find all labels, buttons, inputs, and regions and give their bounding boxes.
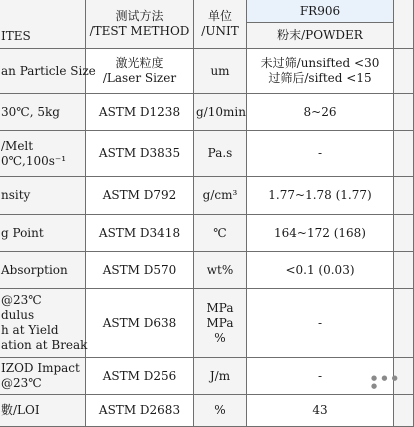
value-text: - [317, 146, 323, 160]
property-text: h at Yield [1, 323, 59, 337]
value-text: 8~26 [303, 104, 337, 119]
unit-text: g/10min [196, 104, 246, 119]
method-text: /Laser Sizer [102, 71, 177, 85]
table-row [0, 358, 414, 395]
value-text: 过筛后/sifted <15 [268, 71, 372, 85]
unit-cell [194, 358, 247, 395]
method-cell [86, 395, 194, 427]
header-unit [194, 0, 247, 49]
unit-text: ℃ [213, 225, 227, 240]
unit-text: Pa.s [207, 146, 233, 160]
value-text: - [317, 368, 323, 383]
unit-text: % [214, 330, 226, 345]
property-cell [0, 215, 86, 252]
unit-cell [194, 252, 247, 289]
header-unit-en: /UNIT [201, 24, 239, 38]
method-text: ASTM D792 [102, 188, 177, 202]
method-text: ASTM D2683 [98, 403, 181, 417]
property-text: ation at Break [1, 338, 88, 352]
watermark-dots: ● ● ● ● [371, 374, 399, 390]
value-text: - [317, 315, 323, 330]
value-cell [247, 131, 394, 177]
property-cell [0, 94, 86, 131]
next-product-cell [394, 94, 414, 131]
next-product-cell [394, 215, 414, 252]
table-row [0, 252, 414, 289]
next-product-cell [394, 395, 414, 427]
header-properties: ITES [0, 0, 86, 49]
unit-text: um [210, 63, 230, 78]
method-cell [86, 289, 194, 358]
method-text: ASTM D570 [102, 262, 177, 277]
property-text: 0℃,100s⁻¹ [1, 153, 67, 168]
value-text: 1.77~1.78 (1.77) [268, 188, 372, 202]
method-cell [86, 252, 194, 289]
property-cell [0, 131, 86, 177]
property-text: dulus [1, 308, 35, 322]
unit-cell [194, 49, 247, 94]
property-cell [0, 395, 86, 427]
property-text: /Melt [1, 138, 34, 153]
method-cell [86, 215, 194, 252]
header-product-form: 粉末/POWDER [247, 23, 394, 49]
property-cell [0, 358, 86, 395]
value-cell [247, 289, 394, 358]
header-unit-cn: 单位 [207, 9, 232, 23]
method-cell [86, 358, 194, 395]
header-next-product [394, 0, 414, 49]
table-row [0, 395, 414, 427]
method-text: ASTM D256 [102, 368, 177, 383]
unit-cell [194, 94, 247, 131]
next-product-cell [394, 49, 414, 94]
table-row [0, 49, 414, 94]
unit-cell [194, 131, 247, 177]
value-cell [247, 252, 394, 289]
unit-text: J/m [209, 368, 231, 383]
value-cell [247, 94, 394, 131]
method-cell [86, 131, 194, 177]
unit-text: wt% [206, 262, 234, 277]
property-text: nsity [1, 188, 31, 202]
value-cell [247, 177, 394, 215]
header-method-en: /TEST METHOD [89, 24, 190, 38]
method-cell [86, 94, 194, 131]
method-text: ASTM D1238 [98, 104, 181, 119]
next-product-cell [394, 177, 414, 215]
value-text: 43 [312, 403, 328, 417]
unit-text: g/cm³ [202, 188, 238, 202]
table-row [0, 94, 414, 131]
property-cell [0, 252, 86, 289]
table-row [0, 177, 414, 215]
property-text: 30℃, 5kg [1, 104, 60, 119]
value-text: 164~172 (168) [274, 225, 366, 240]
unit-cell [194, 177, 247, 215]
next-product-cell [394, 252, 414, 289]
unit-cell [194, 395, 247, 427]
unit-text: MPa [206, 300, 234, 315]
property-cell [0, 289, 86, 358]
value-cell [247, 215, 394, 252]
unit-cell [194, 289, 247, 358]
header-test-method [86, 0, 194, 49]
unit-text: % [214, 403, 226, 417]
property-text: @23℃ [1, 376, 42, 390]
property-text: IZOD Impact [1, 361, 80, 375]
method-text: ASTM D3418 [98, 225, 181, 240]
header-product: FR906 [247, 0, 394, 23]
header-row-top [0, 0, 414, 23]
property-text: @23℃ [1, 293, 42, 307]
property-text: 數/LOI [1, 403, 40, 417]
value-cell [247, 49, 394, 94]
property-text: g Point [1, 225, 44, 240]
method-cell [86, 49, 194, 94]
header-method-cn: 测试方法 [115, 9, 164, 23]
table-row [0, 215, 414, 252]
method-text: 激光粒度 [115, 56, 164, 70]
next-product-cell [394, 131, 414, 177]
property-cell [0, 177, 86, 215]
property-text: an Particle Size [1, 63, 96, 78]
table-row [0, 131, 414, 177]
property-text: Absorption [1, 262, 68, 277]
table-row [0, 289, 414, 358]
property-cell [0, 49, 96, 94]
unit-cell [194, 215, 247, 252]
method-text: ASTM D638 [102, 315, 177, 330]
method-text: ASTM D3835 [98, 146, 181, 160]
unit-text: MPa [206, 315, 234, 330]
value-text: 未过筛/unsifted <30 [260, 56, 380, 70]
next-product-cell [394, 289, 414, 358]
value-cell [247, 395, 394, 427]
method-cell [86, 177, 194, 215]
value-text: <0.1 (0.03) [285, 262, 355, 277]
